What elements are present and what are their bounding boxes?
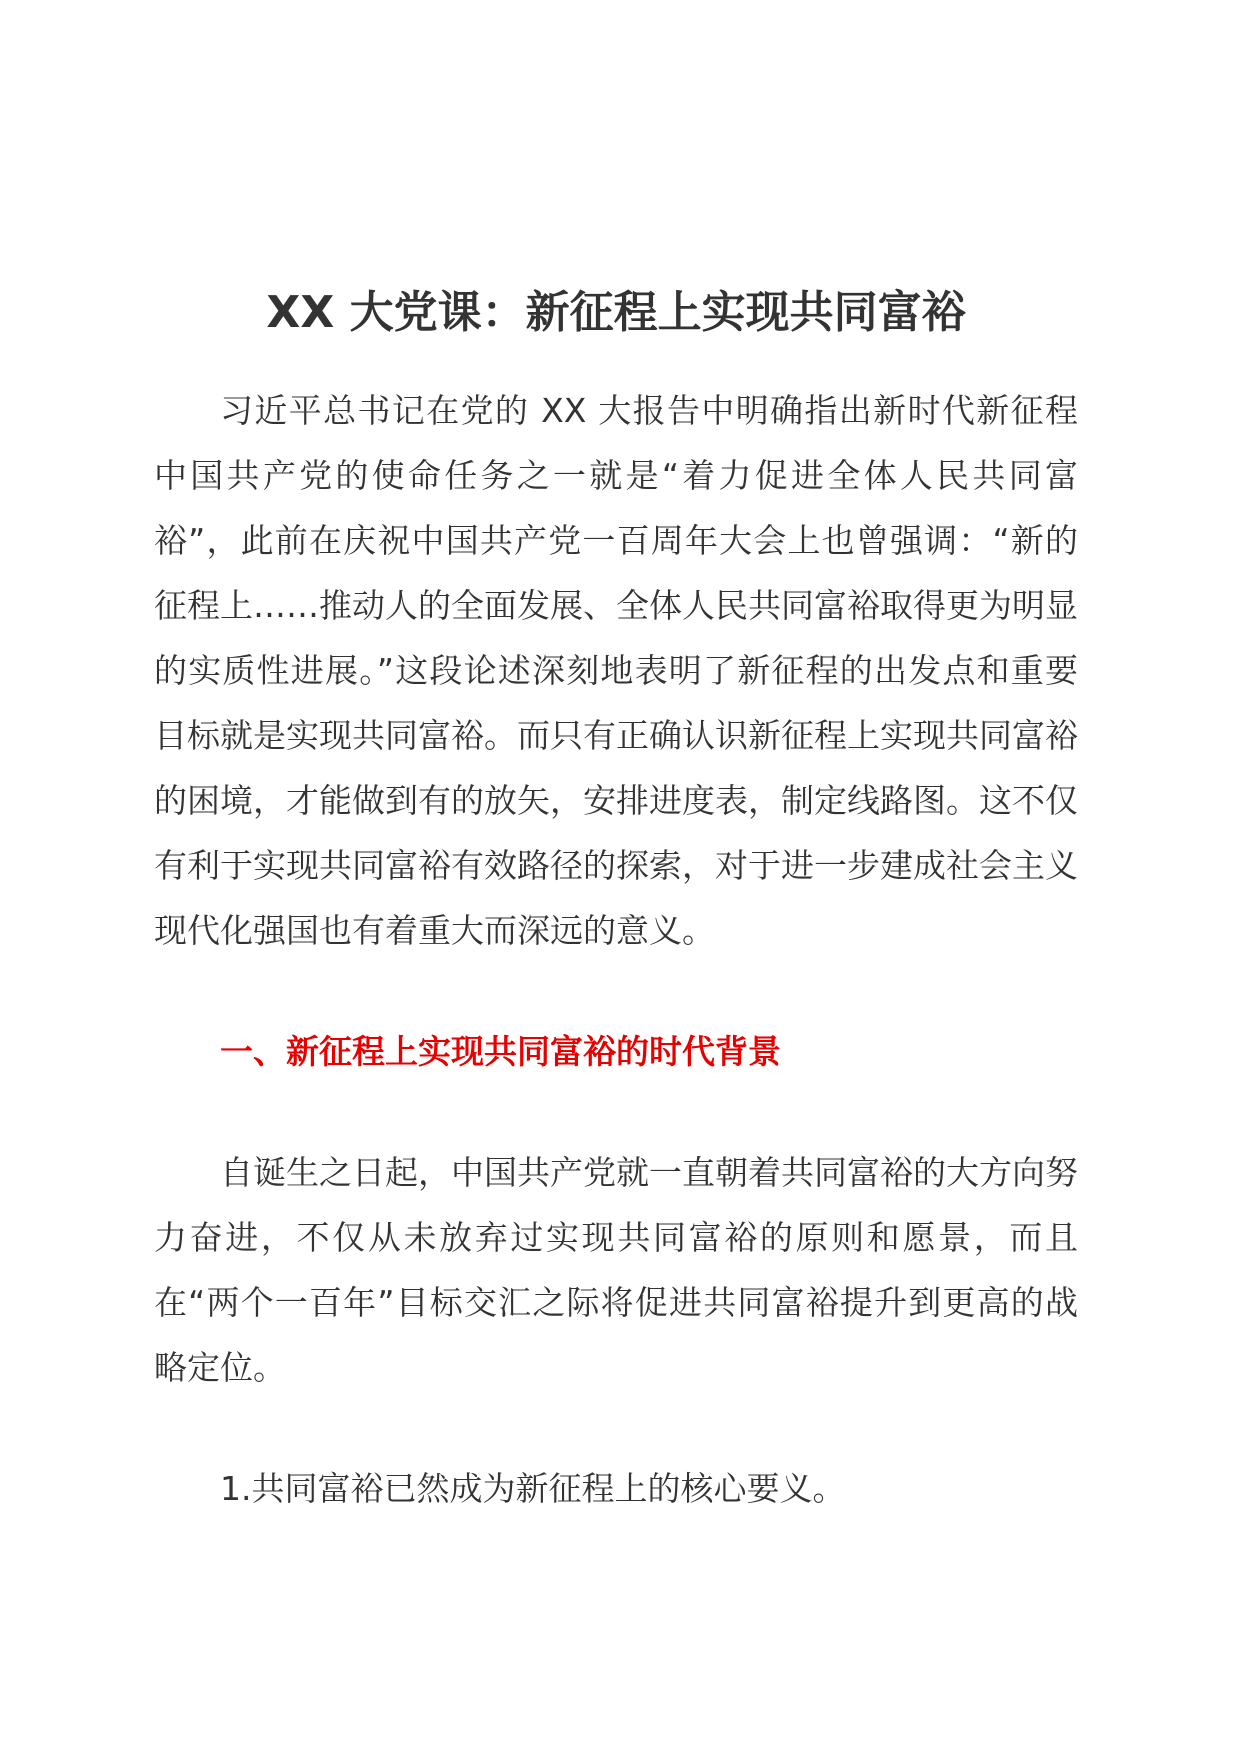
intro-paragraph: 习近平总书记在党的 XX 大报告中明确指出新时代新征程中国共产党的使命任务之一就是“着力促进全体人民共同富裕”，此前在庆祝中国共产党一百周年大会上也曾强调：“新的征程上……推动人的全面发展、全体人民共同富裕取得更为明显的实质性进展。”这段论述深刻地表明了新征程的出发点和重要目标就是实现共同富裕。而只有正确认识新征程上实现共同富裕的困境，才能做到有的放矢，安排进度表，制定线路图。这不仅有利于实现共同富裕有效路径的探索，对于进一步建成社会主义现代化强国也有着重大而深远的意义。: [154, 391, 1078, 950]
document-body: [154, 282, 1078, 1521]
section-heading: 一、新征程上实现共同富裕的时代背景: [220, 1032, 781, 1071]
numbered-item: 1.共同富裕已然成为新征程上的核心要义。: [220, 1469, 846, 1508]
section-paragraph: 自诞生之日起，中国共产党就一直朝着共同富裕的大方向努力奋进，不仅从未放弃过实现共同富裕的原则和愿景，而且在“两个一百年”目标交汇之际将促进共同富裕提升到更高的战略定位。: [154, 1153, 1078, 1387]
document-title: XX 大党课：新征程上实现共同富裕: [266, 287, 966, 338]
